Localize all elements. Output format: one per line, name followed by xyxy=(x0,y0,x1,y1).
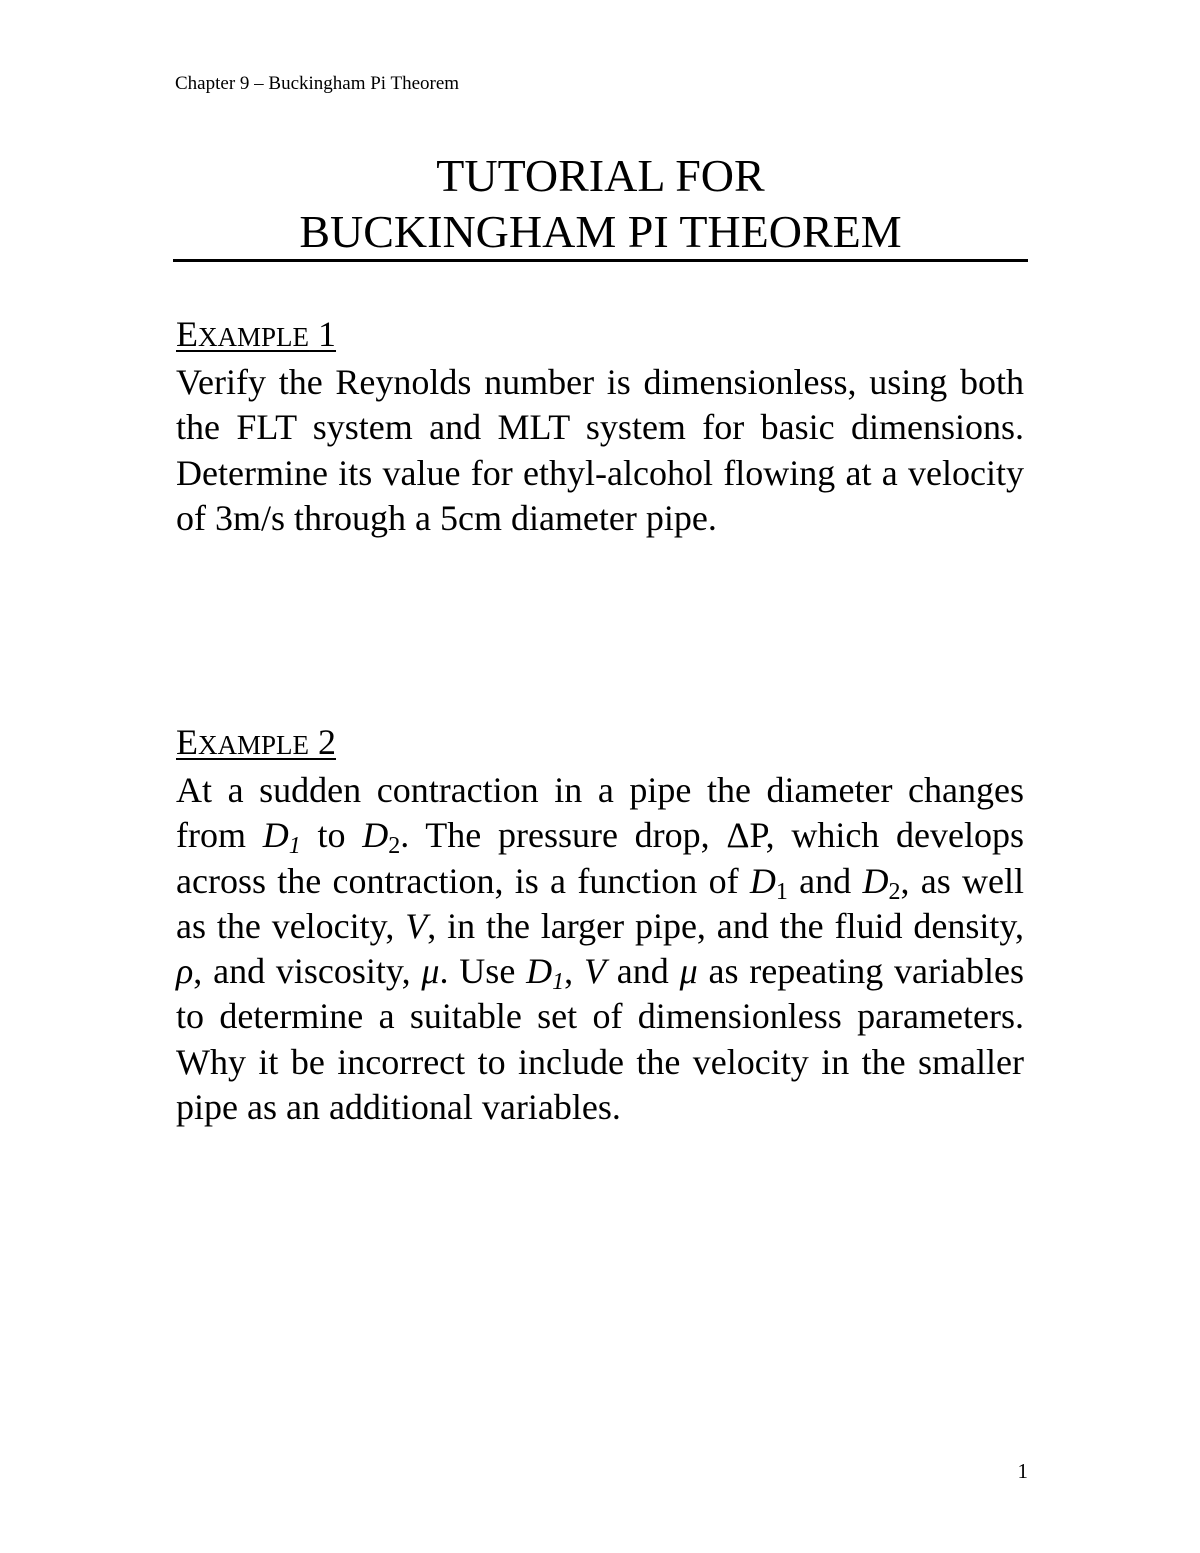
document-title xyxy=(173,148,1028,260)
running-header: Chapter 9 – Buckingham Pi Theorem xyxy=(175,73,460,94)
example-1-heading: EXAMPLE 1 xyxy=(176,314,337,354)
example-2 xyxy=(176,720,1024,1130)
example-1-body: Verify the Reynolds number is dimensionless, using both the FLT system and MLT system for basic dimensions. Determine its value for ethyl-alcohol flowing at a velocity of 3m/s through a 5cm diameter pipe. xyxy=(176,362,1024,538)
example-1 xyxy=(176,312,1024,541)
example-2-heading: EXAMPLE 2 xyxy=(176,722,337,762)
page-number: 1 xyxy=(1017,1459,1028,1483)
title-line-1: TUTORIAL FOR xyxy=(436,150,765,201)
title-line-2: BUCKINGHAM PI THEOREM xyxy=(299,206,902,257)
title-underline-rule xyxy=(173,259,1028,262)
example-2-body: At a sudden contraction in a pipe the diameter changes from $D_1$ to $D_2$. The pressure drop, ΔP, which develops across the contraction, is a function of $D_1$ and $D_2$, as well as the velocity, V, in the larger pipe, and the fluid density, ρ, and viscosity, μ. Use $D_1$, V and μ as repeating variables to determine a suitable set of dimensionless parameters. Why it be incorrect to include the velocity in the smaller pipe as an additional variables. xyxy=(176,770,1025,1128)
